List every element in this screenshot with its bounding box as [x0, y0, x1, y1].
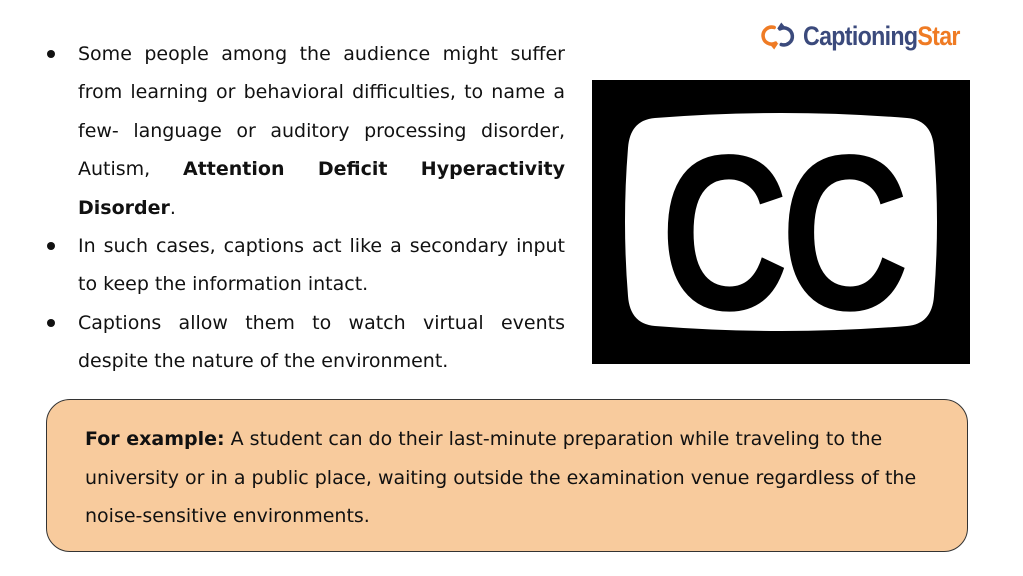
bullet-dot — [47, 319, 55, 327]
bullet-item-3: Captions allow them to watch virtual events despite the nature of the environment. — [44, 304, 565, 381]
bullet-item-1: Some people among the audience might suffer from learning or behavioral difficulties, to name a few- language or auditory processing disorder, Autism, Attention Deficit Hyperactivity Disorder. — [44, 35, 565, 227]
example-text: A student can do their last-minute preparation while traveling to the university or in a public place, waiting outside the examination venue regardless of the noise-sensitive environments. — [85, 428, 917, 527]
bold-term: Attention Deficit Hyperactivity Disorder — [78, 158, 565, 219]
bullet-list — [44, 35, 565, 381]
captioningstar-logo — [760, 14, 985, 58]
bullet-dot — [47, 242, 55, 250]
example-callout — [46, 399, 968, 552]
bullet-dot — [47, 50, 55, 58]
bullet-item-2: In such cases, captions act like a secondary input to keep the information intact. — [44, 227, 565, 304]
closed-captions-image — [592, 80, 970, 364]
example-label: For example: — [85, 428, 225, 450]
cycle-arrows-icon — [760, 16, 800, 56]
closed-captions-icon — [592, 80, 970, 364]
cc-label: CC — [660, 108, 902, 357]
logo-wordmark: CaptioningStar — [802, 20, 960, 51]
